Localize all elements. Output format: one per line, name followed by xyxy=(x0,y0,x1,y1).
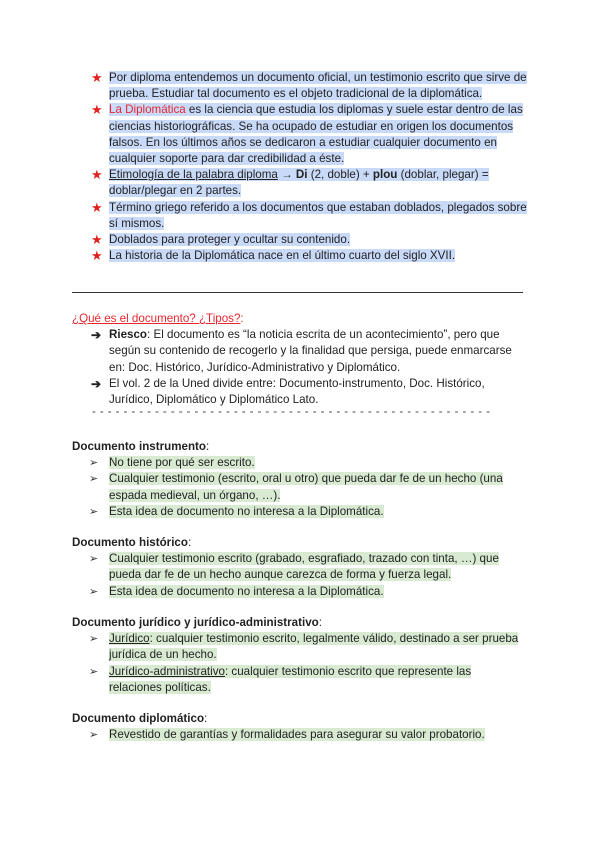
diplomatica-term: La Diplomática xyxy=(109,103,186,117)
question-heading xyxy=(72,311,600,327)
bullet-text: La historia de la Diplomática nace en el último cuarto del siglo XVII. xyxy=(109,249,456,263)
section-juridico xyxy=(0,615,600,696)
section-heading xyxy=(72,439,600,455)
list-item xyxy=(91,167,527,199)
section-colon: : xyxy=(204,712,208,725)
list-item xyxy=(89,455,527,471)
list-item xyxy=(91,102,527,167)
chevron-arrow-icon: ➢ xyxy=(89,665,99,678)
section-colon: : xyxy=(187,536,192,549)
bullet-text: : cualquier testimonio escrito, legalmente válido, destinado a ser prueba jurídica de un hecho. xyxy=(109,632,519,662)
list-item xyxy=(89,471,527,503)
arrow-icon: ➔ xyxy=(91,376,102,391)
bullet-text: : El documento es “la noticia escrita de un acontecimiento”, pero que según su contenido de recogerlo y la finalidad que persiga, puede enmarcarse en: Doc. Histórico, Jurídico-Administrativo y Diplomático. xyxy=(109,328,512,374)
bullet-text: (doblar, plegar) = doblar/plegar en 2 partes. xyxy=(109,168,489,198)
star-icon: ★ xyxy=(91,232,103,248)
list-item xyxy=(89,551,527,583)
list-item xyxy=(91,327,527,376)
question-colon: : xyxy=(240,312,244,325)
bullet-text: : cualquier testimonio escrito que represente las relaciones políticas. xyxy=(109,664,472,694)
prefix-di: Di xyxy=(295,168,308,182)
bullet-text: es la ciencia que estudia los diplomas y suele estar dentro de las ciencias historiográficas. Se ha ocupado de estudiar en origen los documentos falsos. En los últimos años se dedicaron a estudiar cualquier documento en cualquier soporte para dar credibilidad a éste. xyxy=(109,103,523,166)
list-item xyxy=(89,727,527,743)
question-section xyxy=(0,311,600,408)
bullet-text: Cualquier testimonio (escrito, oral u otro) que pueda dar fe de un hecho (una espada medieval, un órgano, …). xyxy=(109,472,503,502)
list-item xyxy=(89,631,527,663)
star-icon: ★ xyxy=(91,199,103,215)
section-historico xyxy=(0,535,600,600)
list-item xyxy=(89,584,527,600)
bullet-text: Revestido de garantías y formalidades para asegurar su valor probatorio. xyxy=(109,728,485,742)
dashed-separator: - - - - - - - - - - - - - - - - - - - - - - - - - - - - - - - - - - - - - - - - - - - - - - - - - - - xyxy=(92,405,491,418)
section-instrumento xyxy=(0,439,600,520)
etymology-label: Etimología de la palabra diploma xyxy=(109,168,278,182)
star-icon: ★ xyxy=(91,167,103,183)
bullet-text: Por diploma entendemos un documento oficial, un testimonio escrito que sirve de prueba. Estudiar tal documento es el objeto tradicional de la diplomática. xyxy=(109,71,527,101)
section-heading xyxy=(72,615,600,631)
chevron-arrow-icon: ➢ xyxy=(89,585,99,598)
horizontal-divider xyxy=(72,292,523,293)
star-icon: ★ xyxy=(91,102,103,118)
list-item xyxy=(91,376,527,408)
term-juridico: Jurídico xyxy=(109,632,150,646)
root-plou: plou xyxy=(372,168,398,182)
list-item xyxy=(89,504,527,520)
section-colon: : xyxy=(318,616,322,629)
intro-bullet-list xyxy=(0,70,600,264)
bullet-text: Esta idea de documento no interesa a la Diplomática. xyxy=(109,584,384,598)
list-item xyxy=(89,664,527,696)
section-heading xyxy=(72,711,600,727)
list-item xyxy=(91,70,527,102)
section-heading xyxy=(72,535,600,551)
bullet-text: Término griego referido a los documentos que estaban doblados, plegados sobre sí mismos. xyxy=(109,200,527,230)
bullet-text: Esta idea de documento no interesa a la Diplomática. xyxy=(109,504,384,518)
list-item xyxy=(91,232,527,248)
bullet-text: Cualquier testimonio escrito (grabado, esgrafiado, trazado con tinta, …) que pueda dar fe de un hecho aunque carezca de forma y fuerza legal. xyxy=(109,552,499,582)
section-colon: : xyxy=(205,440,210,453)
bullet-text: Doblados para proteger y ocultar su contenido. xyxy=(109,233,351,247)
arrow-icon: ➔ xyxy=(91,328,102,343)
section-title: Documento diplomático xyxy=(72,712,205,725)
bullet-text: No tiene por qué ser escrito. xyxy=(109,456,255,470)
chevron-arrow-icon: ➢ xyxy=(89,505,99,518)
chevron-arrow-icon: ➢ xyxy=(89,729,99,742)
section-diplomatico xyxy=(0,711,600,743)
bullet-text: El vol. 2 de la Uned divide entre: Documento-instrumento, Doc. Histórico, Jurídico, Diplomático y Diplomático Lato. xyxy=(109,376,485,407)
chevron-arrow-icon: ➢ xyxy=(89,473,99,486)
star-icon: ★ xyxy=(91,70,103,85)
chevron-arrow-icon: ➢ xyxy=(89,633,99,646)
star-icon: ★ xyxy=(91,248,103,264)
list-item xyxy=(91,248,527,264)
list-item xyxy=(91,199,527,232)
chevron-arrow-icon: ➢ xyxy=(89,553,99,566)
section-title: Documento instrumento xyxy=(72,440,206,453)
question-title: ¿Qué es el documento? ¿Tipos? xyxy=(72,312,241,325)
author-riesco: Riesco xyxy=(109,328,148,342)
bullet-text: (2, doble) + xyxy=(307,168,373,182)
chevron-arrow-icon: ➢ xyxy=(89,457,99,470)
right-arrow-icon: → xyxy=(277,168,296,182)
section-title: Documento histórico xyxy=(72,536,188,549)
section-title: Documento jurídico y jurídico-administrativo xyxy=(72,616,319,629)
term-juridico-administrativo: Jurídico-administrativo xyxy=(109,664,225,678)
